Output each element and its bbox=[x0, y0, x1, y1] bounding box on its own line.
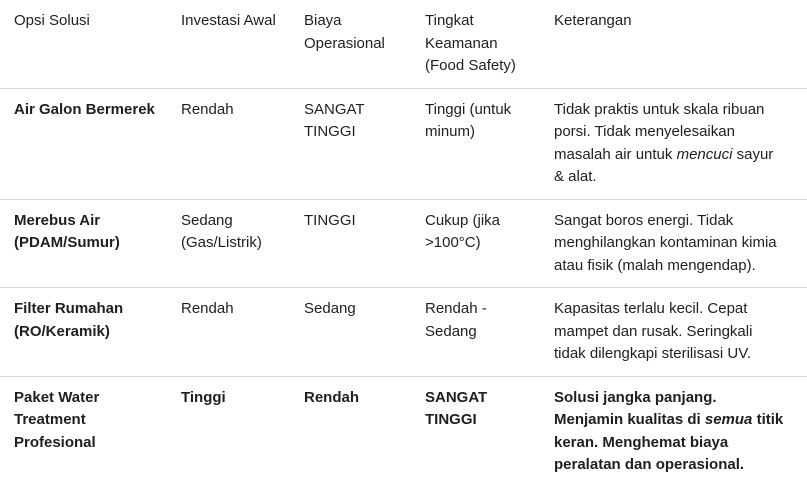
table-body bbox=[0, 88, 807, 487]
row-keterangan: Sangat boros energi. Tidak menghilangkan kontaminan kimia atau fisik (malah mengendap). bbox=[554, 211, 777, 274]
table-row bbox=[0, 199, 807, 288]
header-keterangan: Keterangan bbox=[554, 12, 632, 29]
keterangan-emphasis: semua bbox=[704, 411, 753, 428]
table-header bbox=[0, 0, 807, 88]
row-keamanan: Cukup (jika >100°C) bbox=[425, 211, 501, 251]
row-keamanan: Rendah - Sedang bbox=[425, 300, 487, 340]
header-row bbox=[0, 0, 807, 88]
table-row bbox=[0, 88, 807, 199]
keterangan-text-end: titik keran. Menghemat biaya peralatan dan operasional. bbox=[554, 411, 784, 473]
row-biaya: TINGGI bbox=[304, 211, 356, 229]
row-investasi: Rendah bbox=[181, 300, 234, 317]
row-name: Filter Rumahan (RO/Keramik) bbox=[14, 300, 124, 340]
row-name: Air Galon Bermerek bbox=[14, 100, 155, 118]
header-biaya-operasional: Biaya Operasional bbox=[304, 12, 385, 52]
row-keamanan: SANGAT TINGGI bbox=[425, 388, 488, 428]
row-biaya: SANGAT TINGGI bbox=[304, 100, 365, 140]
table-row-highlighted bbox=[0, 376, 807, 487]
row-investasi: Sedang (Gas/Listrik) bbox=[181, 211, 262, 251]
header-opsi-solusi: Opsi Solusi bbox=[14, 12, 90, 29]
row-investasi: Rendah bbox=[181, 100, 234, 118]
keterangan-emphasis: mencuci bbox=[676, 145, 733, 163]
row-biaya: Sedang bbox=[304, 300, 356, 317]
row-keterangan bbox=[540, 88, 807, 199]
keterangan-text-end: sayur & alat. bbox=[554, 145, 774, 185]
header-tingkat-keamanan: Tingkat Keamanan (Food Safety) bbox=[425, 12, 516, 74]
row-keterangan: Kapasitas terlalu kecil. Cepat mampet dan rusak. Seringkali tidak dilengkapi sterilisasi UV. bbox=[554, 300, 753, 362]
row-keamanan: Tinggi (untuk minum) bbox=[425, 100, 512, 140]
row-biaya: Rendah bbox=[304, 388, 360, 406]
row-name: Merebus Air (PDAM/Sumur) bbox=[14, 211, 120, 251]
header-investasi-awal: Investasi Awal bbox=[181, 12, 276, 29]
row-keterangan bbox=[540, 376, 807, 487]
row-investasi: Tinggi bbox=[181, 388, 226, 406]
table-row bbox=[0, 288, 807, 377]
keterangan-text: Tidak praktis untuk skala ribuan porsi. Tidak menyelesaikan masalah air untuk bbox=[554, 100, 765, 163]
row-name: Paket Water Treatment Profesional bbox=[14, 388, 100, 451]
keterangan-text: Solusi jangka panjang. Menjamin kualitas di bbox=[554, 388, 717, 428]
